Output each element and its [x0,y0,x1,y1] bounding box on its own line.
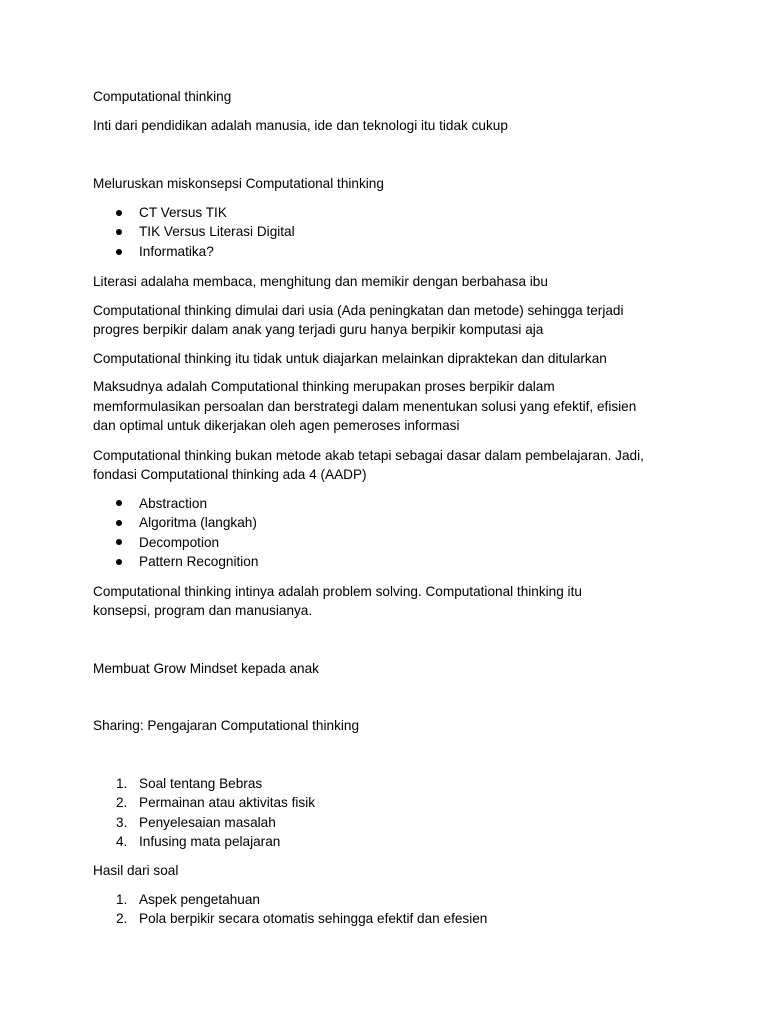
list-number: 2. [116,911,128,926]
list-item: Aspek pengetahuan [139,892,260,907]
bullet-icon [116,539,122,545]
bullet-icon [116,210,122,216]
list-number: 1. [116,892,128,907]
list-item: CT Versus TIK [139,205,227,220]
bullet-icon [116,559,122,565]
paragraph-maksudnya-line-1: Maksudnya adalah Computational thinking merupakan proses berpikir dalam [93,379,555,394]
list-item: Pola berpikir secara otomatis sehingga efektif dan efesien [139,911,488,926]
list-item: Pattern Recognition [139,554,259,569]
paragraph-problem-line-2: konsepsi, program dan manusianya. [93,603,313,618]
bullet-icon [116,249,122,255]
list-item: Informatika? [139,244,214,259]
list-item: Abstraction [139,496,208,511]
list-number: 1. [116,776,128,791]
bullet-icon [116,229,122,235]
list-number: 4. [116,834,128,849]
intro-paragraph: Inti dari pendidikan adalah manusia, ide dan teknologi itu tidak cukup [93,118,508,133]
hasil-heading: Hasil dari soal [93,863,179,878]
paragraph-literasi: Literasi adalaha membaca, menghitung dan memikir dengan berbahasa ibu [93,274,548,289]
list-item: Decompotion [139,535,220,550]
paragraph-diajarkan: Computational thinking itu tidak untuk diajarkan melainkan dipraktekan dan ditularkan [93,351,607,366]
list-item: Algoritma (langkah) [139,515,257,530]
paragraph-usia-line-2: progres berpikir dalam anak yang terjadi guru hanya berpikir komputasi aja [93,322,544,337]
list-item: Penyelesaian masalah [139,815,276,830]
list-item: Infusing mata pelajaran [139,834,281,849]
paragraph-maksudnya-line-3: dan optimal untuk dikerjakan oleh agen pemeroses informasi [93,418,460,433]
misconception-heading: Meluruskan miskonsepsi Computational thinking [93,176,384,191]
paragraph-usia-line-1: Computational thinking dimulai dari usia (Ada peningkatan dan metode) sehingga terjadi [93,303,624,318]
paragraph-problem-line-1: Computational thinking intinya adalah problem solving. Computational thinking itu [93,584,582,599]
list-item: Soal tentang Bebras [139,776,263,791]
list-number: 3. [116,815,128,830]
document-title: Computational thinking [93,89,232,104]
list-number: 2. [116,795,128,810]
bullet-icon [116,500,122,506]
grow-mindset-line: Membuat Grow Mindset kepada anak [93,661,319,676]
list-item: Permainan atau aktivitas fisik [139,795,316,810]
paragraph-fondasi-line-1: Computational thinking bukan metode akab tetapi sebagai dasar dalam pembelajaran. Jadi, [93,448,644,463]
paragraph-fondasi-line-2: fondasi Computational thinking ada 4 (AADP) [93,467,367,482]
sharing-heading: Sharing: Pengajaran Computational thinking [93,718,360,733]
bullet-icon [116,520,122,526]
list-item: TIK Versus Literasi Digital [139,224,295,239]
paragraph-maksudnya-line-2: memformulasikan persoalan dan berstrategi dalam menentukan solusi yang efektif, efisien [93,399,637,414]
